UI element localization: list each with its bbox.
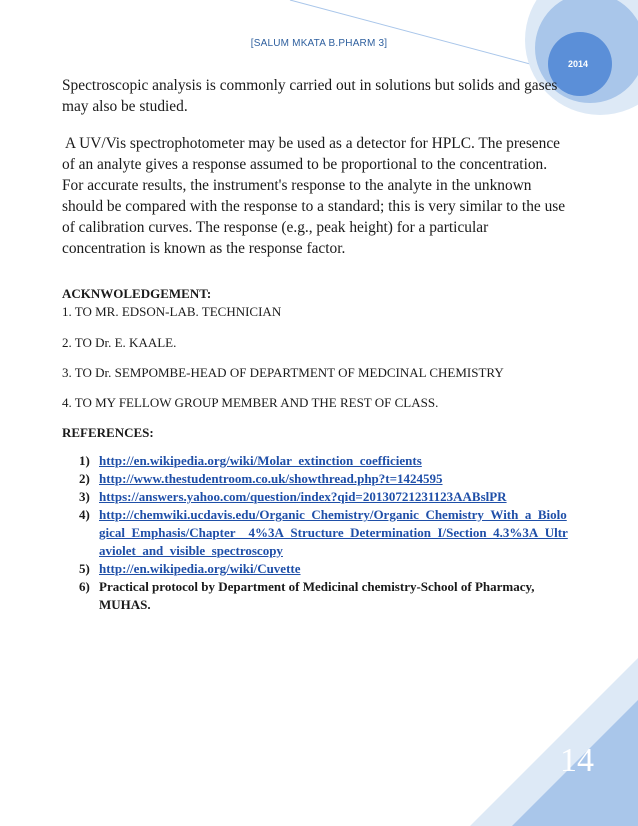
header-year: 2014: [567, 59, 589, 69]
reference-link[interactable]: http://www.thestudentroom.co.uk/showthread.php?t=1424595: [99, 471, 443, 486]
reference-number: 1): [79, 453, 90, 468]
reference-link[interactable]: http://en.wikipedia.org/wiki/Cuvette: [99, 561, 301, 576]
reference-number: 3): [79, 489, 90, 504]
reference-number: 6): [79, 579, 90, 594]
page-number: 14: [560, 742, 594, 779]
acknowledgement-item: 3. TO Dr. SEMPOMBE-HEAD OF DEPARTMENT OF MEDCINAL CHEMISTRY: [62, 365, 504, 380]
reference-text: Practical protocol by Department of Medicinal chemistry-School of Pharmacy, MUHAS.: [99, 579, 535, 612]
reference-link[interactable]: http://en.wikipedia.org/wiki/Molar_extinction_coefficients: [99, 453, 422, 468]
acknowledgement-item: 2. TO Dr. E. KAALE.: [62, 335, 177, 350]
reference-number: 4): [79, 507, 90, 522]
running-header: [SALUM MKATA B.PHARM 3]: [250, 38, 388, 49]
acknowledgement-item: 4. TO MY FELLOW GROUP MEMBER AND THE REST OF CLASS.: [62, 395, 439, 410]
acknowledgement-heading: ACKNWOLEDGEMENT:: [62, 286, 212, 301]
reference-number: 2): [79, 471, 90, 486]
references-heading: REFERENCES:: [62, 425, 154, 440]
body-paragraph-2: A UV/Vis spectrophotometer may be used as a detector for HPLC. The presence of an analyte gives a response assumed to be proportional to the concentration. For accurate results, the instrument's response to the analyte in the unknown should be compared with the response to a standard; this is very similar to the use of calibration curves. The response (e.g., peak height) for a particular concentration is known as the response factor.: [62, 135, 566, 257]
acknowledgement-item: 1. TO MR. EDSON-LAB. TECHNICIAN: [62, 304, 282, 319]
reference-link[interactable]: https://answers.yahoo.com/question/index?qid=20130721231123AABslPR: [99, 489, 507, 504]
body-paragraph-1: Spectroscopic analysis is commonly carried out in solutions but solids and gases may also be studied.: [62, 77, 558, 115]
reference-number: 5): [79, 561, 90, 576]
reference-link[interactable]: http://chemwiki.ucdavis.edu/Organic_Chemistry/Organic_Chemistry_With_a_Biological_Emphasis/Chapter__4%3A_Structure_Determination_I/Section_4.3%3A_Ultraviolet_and_visible_spectroscopy: [99, 507, 568, 558]
